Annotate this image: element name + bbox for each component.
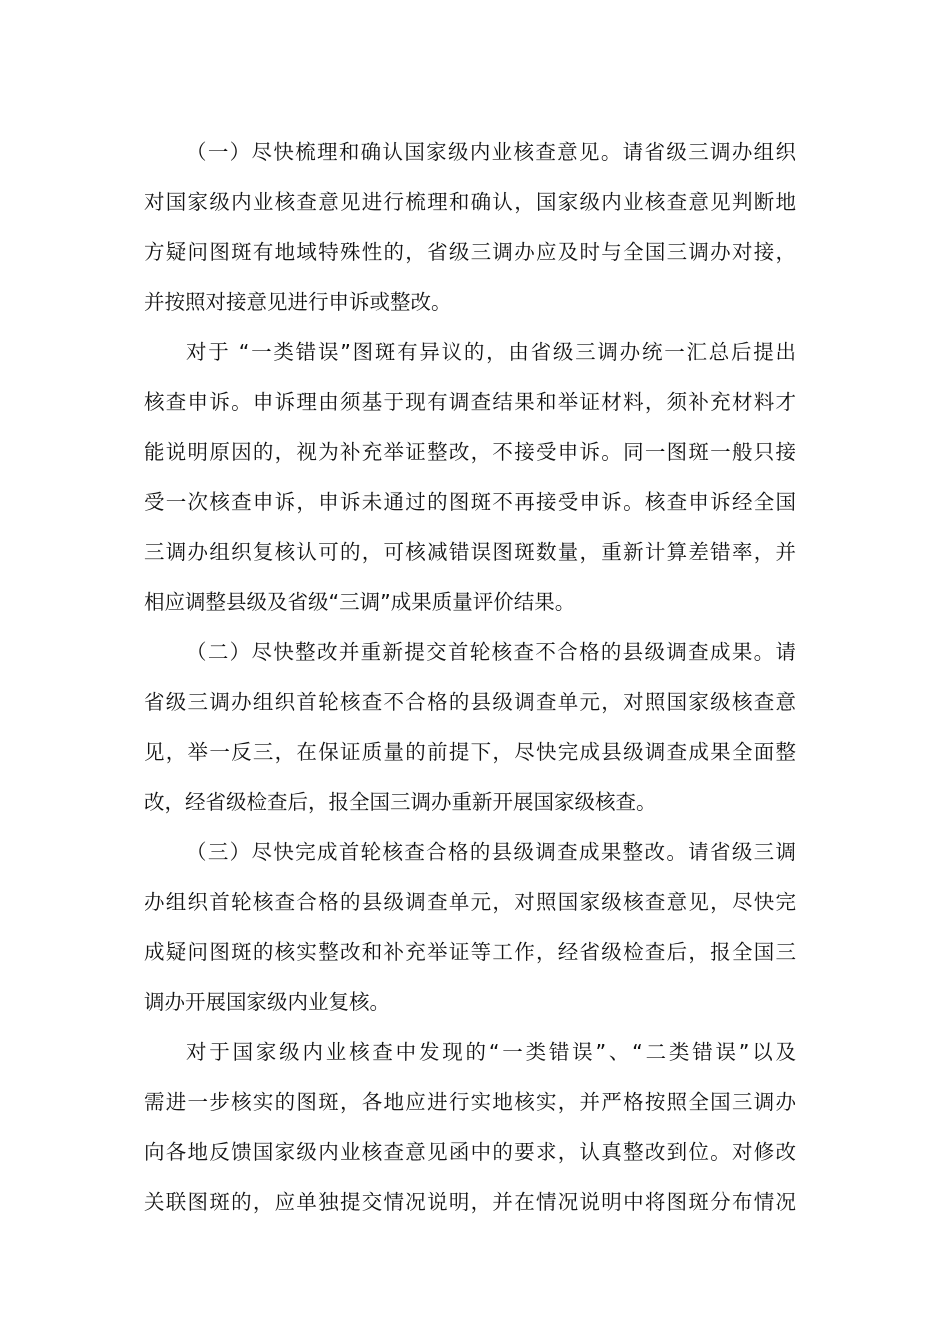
paragraph-1-line-4: 并按照对接意见进行申诉或整改。 [144,290,452,314]
paragraph-5-line-4: 关联图斑的，应单独提交情况说明，并在情况说明中将图斑分布情况 [144,1190,796,1214]
paragraph-2-line-4: 受一次核查申诉，申诉未通过的图斑不再接受申诉。核查申诉经全国 [144,490,796,514]
paragraph-1-line-1: （一）尽快梳理和确认国家级内业核查意见。请省级三调办组织 [186,140,796,164]
paragraph-3-line-1: （二）尽快整改并重新提交首轮核查不合格的县级调查成果。请 [186,640,796,664]
paragraph-4-line-4: 调办开展国家级内业复核。 [144,990,390,1014]
paragraph-2-line-5: 三调办组织复核认可的，可核减错误图斑数量，重新计算差错率，并 [144,540,796,564]
paragraph-2-line-6: 相应调整县级及省级“三调”成果质量评价结果。 [144,590,576,614]
paragraph-1-line-2: 对国家级内业核查意见进行梳理和确认，国家级内业核查意见判断地 [144,190,796,214]
paragraph-3-line-3: 见，举一反三，在保证质量的前提下，尽快完成县级调查成果全面整 [144,740,796,764]
paragraph-2-line-2: 核查申诉。申诉理由须基于现有调查结果和举证材料，须补充材料才 [144,390,796,414]
paragraph-2-line-3: 能说明原因的，视为补充举证整改，不接受申诉。同一图斑一般只接 [144,440,796,464]
paragraph-5-line-2: 需进一步核实的图斑，各地应进行实地核实，并严格按照全国三调办 [144,1090,796,1114]
paragraph-4-line-3: 成疑问图斑的核实整改和补充举证等工作，经省级检查后，报全国三 [144,940,796,964]
paragraph-2-line-1: 对于 “一类错误”图斑有异议的，由省级三调办统一汇总后提出 [186,340,796,364]
paragraph-5-line-3: 向各地反馈国家级内业核查意见函中的要求，认真整改到位。对修改 [144,1140,796,1164]
paragraph-4-line-1: （三）尽快完成首轮核查合格的县级调查成果整改。请省级三调 [186,840,796,864]
paragraph-3-line-2: 省级三调办组织首轮核查不合格的县级调查单元，对照国家级核查意 [144,690,796,714]
paragraph-4-line-2: 办组织首轮核查合格的县级调查单元，对照国家级核查意见，尽快完 [144,890,796,914]
document-body [144,127,796,1227]
paragraph-5-line-1: 对于国家级内业核查中发现的“一类错误”、“二类错误”以及 [186,1040,796,1064]
paragraph-3-line-4: 改，经省级检查后，报全国三调办重新开展国家级核查。 [144,790,657,814]
paragraph-1-line-3: 方疑问图斑有地域特殊性的，省级三调办应及时与全国三调办对接， [144,240,796,264]
